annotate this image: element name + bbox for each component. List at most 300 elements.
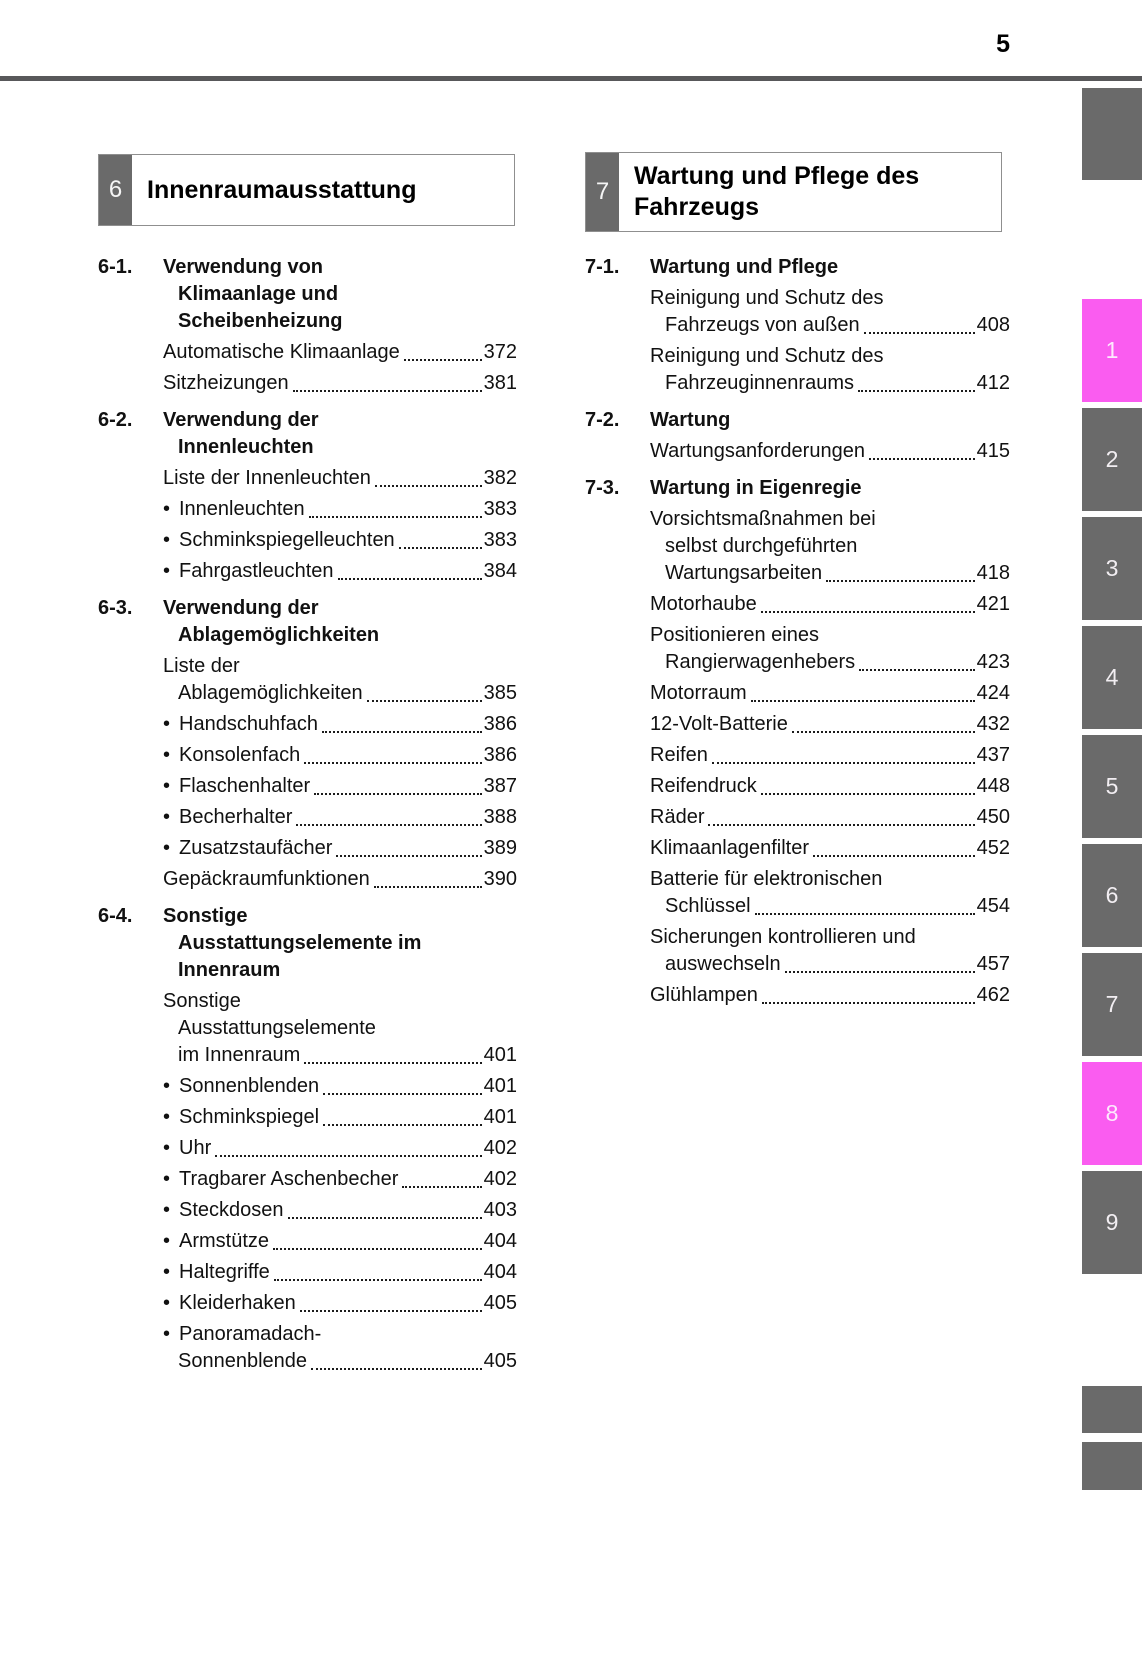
toc-entry-line [163, 988, 517, 1015]
toc-entry-label: Sonnenblende [178, 1350, 308, 1372]
toc-section-heading[interactable] [98, 254, 517, 335]
toc-entry-label: Fahrzeuginnenraums [665, 372, 854, 394]
toc-entry-label: Sonnenblenden [179, 1075, 320, 1097]
toc-entry-last-line [650, 560, 1010, 587]
toc-section-title-line: Klimaanlage und [178, 283, 339, 305]
toc-entry-last-line [163, 804, 517, 831]
toc-section [98, 595, 517, 893]
toc-section-heading[interactable] [98, 595, 517, 649]
toc-entry[interactable] [163, 804, 517, 831]
toc-entry[interactable] [163, 653, 517, 707]
toc-entry-label: Haltegriffe [179, 1261, 270, 1283]
toc-section-entries [163, 465, 517, 585]
toc-entry-page: 402 [483, 1168, 517, 1190]
toc-section-title-line: Sonstige [163, 905, 248, 927]
dot-leader [215, 1155, 481, 1157]
toc-entry-last-line [650, 680, 1010, 707]
toc-entry-last-line [163, 742, 517, 769]
toc-entry[interactable] [650, 285, 1010, 339]
toc-section-title [163, 254, 342, 335]
toc-entry[interactable] [650, 773, 1010, 800]
toc-section-title-line: Ausstattungselemente im [178, 932, 422, 954]
dot-leader [309, 516, 482, 518]
toc-entry-last-line [650, 649, 1010, 676]
toc-entry-label: Fahrzeugs von außen [665, 314, 860, 336]
toc-entry-label: Tragbarer Aschenbecher [179, 1168, 399, 1190]
toc-section-title-line: Wartung [650, 409, 731, 431]
toc-entry-page: 418 [976, 562, 1010, 584]
toc-entry[interactable] [650, 982, 1010, 1009]
toc-entry-last-line [650, 591, 1010, 618]
toc-entry-label: Flaschenhalter [179, 775, 311, 797]
dot-leader [311, 1368, 482, 1370]
toc-entry-last-line [650, 773, 1010, 800]
bullet-icon: • [163, 498, 171, 520]
chapter-number-badge: 7 [586, 153, 619, 231]
toc-entry[interactable] [163, 711, 517, 738]
toc-entry-page: 408 [976, 314, 1010, 336]
toc-entry-page: 452 [976, 837, 1010, 859]
dot-leader [293, 390, 482, 392]
toc-entry-line [650, 622, 1010, 649]
toc-entry-last-line [650, 312, 1010, 339]
chapter-tab-label: 2 [1105, 446, 1119, 472]
toc-entry-last-line [163, 1073, 517, 1100]
dot-leader [314, 793, 481, 795]
toc-entry-last-line [650, 835, 1010, 862]
toc-entry-label: Reinigung und Schutz des [650, 287, 884, 309]
dot-leader [322, 731, 482, 733]
toc-entry[interactable] [650, 680, 1010, 707]
toc-list-chapter-7 [585, 254, 1010, 1009]
toc-entry-line [650, 533, 1010, 560]
toc-section-entries [650, 506, 1010, 1009]
toc-entry-last-line [163, 1135, 517, 1162]
toc-entry[interactable] [650, 591, 1010, 618]
toc-entry[interactable] [163, 339, 517, 366]
toc-entry-page: 381 [483, 372, 517, 394]
chapter-title [132, 155, 416, 225]
toc-section-heading[interactable] [585, 254, 1010, 281]
toc-section-entries [163, 653, 517, 893]
dot-leader [755, 913, 975, 915]
toc-entry-last-line [163, 370, 517, 397]
chapter-6-header [98, 154, 515, 226]
toc-entry-line [163, 1321, 517, 1348]
toc-entry-page: 421 [976, 593, 1010, 615]
bullet-icon: • [163, 806, 171, 828]
page-number: 5 [996, 30, 1010, 58]
toc-entry-label: Schminkspiegelleuchten [179, 529, 395, 551]
toc-entry[interactable] [650, 438, 1010, 465]
toc-entry-page: 401 [483, 1044, 517, 1066]
toc-entry[interactable] [163, 1259, 517, 1286]
toc-section-title [163, 407, 319, 461]
toc-section-heading[interactable] [585, 407, 1010, 434]
toc-entry-label: Uhr [179, 1137, 212, 1159]
page-edge-block-bottom-2 [1082, 1442, 1142, 1490]
toc-entry-page: 405 [483, 1292, 517, 1314]
toc-entry-line [650, 343, 1010, 370]
toc-entry-page: 386 [483, 744, 517, 766]
toc-section-heading[interactable] [98, 407, 517, 461]
chapter-title [619, 153, 919, 231]
toc-section [585, 475, 1010, 1009]
toc-section-number: 7-3. [585, 477, 620, 499]
toc-entry-last-line [163, 1042, 517, 1069]
toc-section-title [163, 595, 379, 649]
bullet-icon: • [163, 713, 171, 735]
toc-entry-label: Panoramadach- [179, 1323, 322, 1345]
toc-entry[interactable] [163, 1290, 517, 1317]
toc-entry-page: 384 [483, 560, 517, 582]
toc-entry-last-line [163, 1290, 517, 1317]
toc-entry-label: Ablagemöglichkeiten [178, 682, 363, 704]
toc-entry-page: 450 [976, 806, 1010, 828]
toc-entry-last-line [163, 1166, 517, 1193]
toc-list-chapter-6 [98, 254, 517, 1375]
toc-entry-page: 403 [483, 1199, 517, 1221]
dot-leader [323, 1124, 482, 1126]
chapter-tab-5[interactable] [1082, 735, 1142, 838]
toc-section-title-line: Innenleuchten [178, 436, 314, 458]
bullet-icon: • [163, 529, 171, 551]
toc-entry-page: 448 [976, 775, 1010, 797]
toc-entry-last-line [163, 1348, 517, 1375]
toc-entry[interactable] [650, 835, 1010, 862]
toc-entry[interactable] [650, 866, 1010, 920]
toc-entry-line [650, 866, 1010, 893]
toc-entry-label: 12-Volt-Batterie [650, 713, 788, 735]
toc-section-entries [163, 339, 517, 397]
toc-entry-label: Schminkspiegel [179, 1106, 320, 1128]
toc-entry-last-line [163, 496, 517, 523]
toc-entry-last-line [163, 339, 517, 366]
dot-leader [859, 669, 974, 671]
toc-entry-line [650, 285, 1010, 312]
dot-leader [762, 1002, 975, 1004]
toc-entry[interactable] [650, 711, 1010, 738]
toc-entry-page: 457 [976, 953, 1010, 975]
toc-section-title [650, 475, 862, 502]
toc-entry-last-line [163, 558, 517, 585]
toc-section [98, 407, 517, 585]
toc-entry-page: 454 [976, 895, 1010, 917]
page-edge-block-bottom-1 [1082, 1386, 1142, 1433]
bullet-icon: • [163, 775, 171, 797]
page-edge-block-top [1082, 88, 1142, 180]
toc-entry-page: 386 [483, 713, 517, 735]
dot-leader [402, 1186, 481, 1188]
bullet-icon: • [163, 1292, 171, 1314]
dot-leader [274, 1279, 482, 1281]
toc-entry-label: Motorraum [650, 682, 747, 704]
toc-section-title-line: Verwendung der [163, 409, 319, 431]
dot-leader [375, 485, 482, 487]
chapter-tab-2[interactable] [1082, 408, 1142, 511]
toc-entry-page: 412 [976, 372, 1010, 394]
toc-section-heading[interactable] [98, 903, 517, 984]
dot-leader [712, 762, 975, 764]
toc-entry[interactable] [163, 370, 517, 397]
toc-section-number: 7-1. [585, 256, 620, 278]
toc-entry-label: Klimaanlagenfilter [650, 837, 809, 859]
toc-entry-last-line [163, 1259, 517, 1286]
toc-entry-page: 432 [976, 713, 1010, 735]
toc-entry-label: Wartungsarbeiten [665, 562, 823, 584]
dot-leader [273, 1248, 482, 1250]
toc-entry-last-line [650, 742, 1010, 769]
toc-entry-label: im Innenraum [178, 1044, 301, 1066]
dot-leader [304, 1062, 481, 1064]
toc-section [98, 903, 517, 1375]
toc-entry-last-line [650, 951, 1010, 978]
toc-entry[interactable] [650, 742, 1010, 769]
dot-leader [288, 1217, 482, 1219]
dot-leader [300, 1310, 482, 1312]
toc-entry-page: 405 [483, 1350, 517, 1372]
toc-entry[interactable] [163, 527, 517, 554]
toc-entry[interactable] [163, 1321, 517, 1375]
toc-entry-line [163, 653, 517, 680]
toc-entry-line [650, 924, 1010, 951]
toc-entry-last-line [650, 438, 1010, 465]
toc-entry-label: Steckdosen [179, 1199, 284, 1221]
toc-entry-label: Liste der Innenleuchten [163, 467, 371, 489]
toc-section-title-line: Ablagemöglichkeiten [178, 624, 380, 646]
toc-entry-page: 404 [483, 1261, 517, 1283]
dot-leader [761, 793, 975, 795]
bullet-icon: • [163, 1230, 171, 1252]
toc-entry-page: 388 [483, 806, 517, 828]
chapter-tab-label: 5 [1105, 773, 1119, 799]
toc-entry[interactable] [650, 924, 1010, 978]
toc-section [585, 407, 1010, 465]
chapter-tab-1[interactable] [1082, 299, 1142, 402]
toc-entry-page: 415 [976, 440, 1010, 462]
toc-entry-label: Räder [650, 806, 705, 828]
toc-entry-label: Handschuhfach [179, 713, 318, 735]
toc-entry-page: 424 [976, 682, 1010, 704]
bullet-icon: • [163, 744, 171, 766]
toc-entry-last-line [163, 1197, 517, 1224]
bullet-icon: • [163, 1199, 171, 1221]
toc-entry[interactable] [163, 496, 517, 523]
chapter-tab-label: 3 [1105, 555, 1119, 581]
toc-entry-label: Armstütze [179, 1230, 270, 1252]
bullet-icon: • [163, 1106, 171, 1128]
bullet-icon: • [163, 1075, 171, 1097]
toc-entry-page: 389 [483, 837, 517, 859]
toc-section-number: 6-2. [98, 409, 133, 431]
dot-leader [792, 731, 975, 733]
toc-entry-label: Reifen [650, 744, 708, 766]
toc-entry-page: 404 [483, 1230, 517, 1252]
toc-section-title-line: Verwendung von [163, 256, 324, 278]
toc-entry-label: Becherhalter [179, 806, 293, 828]
dot-leader [304, 762, 481, 764]
dot-leader [869, 458, 975, 460]
chapter-tab-9[interactable] [1082, 1171, 1142, 1274]
toc-section-title [163, 903, 421, 984]
toc-entry-line [650, 506, 1010, 533]
toc-entry-page: 402 [483, 1137, 517, 1159]
toc-entry-page: 423 [976, 651, 1010, 673]
toc-section-entries [650, 438, 1010, 465]
dot-leader [761, 611, 975, 613]
toc-entry-label: Rangierwagenhebers [665, 651, 856, 673]
toc-entry-label: Motorhaube [650, 593, 757, 615]
chapter-tab-8[interactable] [1082, 1062, 1142, 1165]
toc-entry-last-line [163, 680, 517, 707]
dot-leader [367, 700, 482, 702]
toc-entry[interactable] [650, 804, 1010, 831]
toc-entry-last-line [163, 527, 517, 554]
toc-section-title [650, 407, 730, 434]
toc-entry[interactable] [163, 773, 517, 800]
toc-entry-last-line [650, 982, 1010, 1009]
toc-entry-label: Sonstige [163, 990, 241, 1012]
toc-entry-label: Sitzheizungen [163, 372, 289, 394]
toc-entry[interactable] [163, 1166, 517, 1193]
toc-section-title-line: Verwendung der [163, 597, 319, 619]
dot-leader [374, 886, 482, 888]
toc-entry-page: 372 [483, 341, 517, 363]
toc-section-title-line: Innenraum [178, 959, 281, 981]
toc-entry-label: Automatische Klimaanlage [163, 341, 400, 363]
chapter-title-line: Innenraumausstattung [147, 175, 417, 204]
dot-leader [813, 855, 975, 857]
toc-entry[interactable] [163, 465, 517, 492]
toc-entry-page: 390 [483, 868, 517, 890]
toc-entry-page: 385 [483, 682, 517, 704]
toc-entry-label: Innenleuchten [179, 498, 305, 520]
bullet-icon: • [163, 1168, 171, 1190]
bullet-icon: • [163, 1323, 171, 1345]
toc-entry-page: 401 [483, 1075, 517, 1097]
toc-section-number: 6-1. [98, 256, 133, 278]
toc-entry-label: Kleiderhaken [179, 1292, 296, 1314]
toc-entry-page: 387 [483, 775, 517, 797]
toc-entry-last-line [163, 465, 517, 492]
toc-entry[interactable] [163, 742, 517, 769]
toc-entry-label: Gepäckraumfunktionen [163, 868, 370, 890]
toc-entry-last-line [650, 370, 1010, 397]
toc-entry-label: selbst durchgeführten [665, 535, 858, 557]
toc-entry[interactable] [163, 1135, 517, 1162]
toc-entry[interactable] [163, 1228, 517, 1255]
toc-entry-label: Reinigung und Schutz des [650, 345, 884, 367]
toc-entry-label: Konsolenfach [179, 744, 301, 766]
chapter-number-badge: 6 [99, 155, 132, 225]
dot-leader [404, 359, 482, 361]
bullet-icon: • [163, 837, 171, 859]
toc-entry[interactable] [163, 1197, 517, 1224]
toc-section [585, 254, 1010, 397]
toc-entry-label: Glühlampen [650, 984, 758, 1006]
chapter-tab-label: 1 [1105, 337, 1119, 363]
toc-entry-label: Zusatzstaufächer [179, 837, 333, 859]
toc-entry-label: Ausstattungselemente [178, 1017, 376, 1039]
toc-section-number: 6-4. [98, 905, 133, 927]
toc-entry-label: Schlüssel [665, 895, 751, 917]
chapter-tab-6[interactable] [1082, 844, 1142, 947]
toc-entry-last-line [650, 804, 1010, 831]
toc-entry-label: Wartungsanforderungen [650, 440, 865, 462]
toc-entry[interactable] [650, 622, 1010, 676]
dot-leader [826, 580, 975, 582]
toc-entry-page: 383 [483, 529, 517, 551]
chapter-7-header [585, 152, 1002, 232]
toc-entry-last-line [163, 835, 517, 862]
toc-entry-label: Reifendruck [650, 775, 757, 797]
chapter-tab-label: 7 [1105, 991, 1119, 1017]
toc-section [98, 254, 517, 397]
toc-section-title-line: Wartung in Eigenregie [650, 477, 862, 499]
toc-entry-page: 401 [483, 1106, 517, 1128]
dot-leader [399, 547, 482, 549]
toc-entry[interactable] [650, 343, 1010, 397]
toc-entry-label: Vorsichtsmaßnahmen bei [650, 508, 876, 530]
toc-entry[interactable] [163, 835, 517, 862]
bullet-icon: • [163, 560, 171, 582]
toc-section-title [650, 254, 838, 281]
chapter-title-line: Fahrzeugs [634, 193, 760, 221]
dot-leader [296, 824, 481, 826]
toc-entry-last-line [163, 773, 517, 800]
toc-section-entries [163, 988, 517, 1375]
dot-leader [785, 971, 975, 973]
toc-entry-last-line [163, 866, 517, 893]
toc-entry-line [163, 1015, 517, 1042]
chapter-tab-7[interactable] [1082, 953, 1142, 1056]
chapter-tab-4[interactable] [1082, 626, 1142, 729]
toc-entry-last-line [163, 1228, 517, 1255]
toc-entry-last-line [163, 711, 517, 738]
chapter-title-line: Wartung und Pflege des [634, 162, 920, 190]
toc-entry-page: 437 [976, 744, 1010, 766]
toc-section-number: 6-3. [98, 597, 133, 619]
toc-section-title-line: Scheibenheizung [178, 310, 343, 332]
toc-entry[interactable] [163, 558, 517, 585]
toc-section-heading[interactable] [585, 475, 1010, 502]
toc-entry-last-line [650, 893, 1010, 920]
toc-entry-label: Positionieren eines [650, 624, 819, 646]
toc-entry[interactable] [163, 1073, 517, 1100]
toc-section-entries [650, 285, 1010, 397]
dot-leader [751, 700, 975, 702]
toc-entry-label: Batterie für elektronischen [650, 868, 883, 890]
toc-entry[interactable] [163, 1104, 517, 1131]
chapter-tab-3[interactable] [1082, 517, 1142, 620]
toc-section-number: 7-2. [585, 409, 620, 431]
dot-leader [858, 390, 975, 392]
chapter-tab-label: 9 [1105, 1209, 1119, 1235]
toc-entry-page: 462 [976, 984, 1010, 1006]
toc-section-title-line: Wartung und Pflege [650, 256, 839, 278]
dot-leader [338, 578, 482, 580]
dot-leader [708, 824, 974, 826]
toc-entry-label: auswechseln [665, 953, 781, 975]
toc-entry-label: Fahrgastleuchten [179, 560, 334, 582]
chapter-tab-label: 4 [1105, 664, 1119, 690]
toc-entry-page: 383 [483, 498, 517, 520]
toc-entry[interactable] [163, 988, 517, 1069]
toc-entry[interactable] [163, 866, 517, 893]
toc-entry-label: Sicherungen kontrollieren und [650, 926, 916, 948]
dot-leader [323, 1093, 481, 1095]
toc-entry[interactable] [650, 506, 1010, 587]
